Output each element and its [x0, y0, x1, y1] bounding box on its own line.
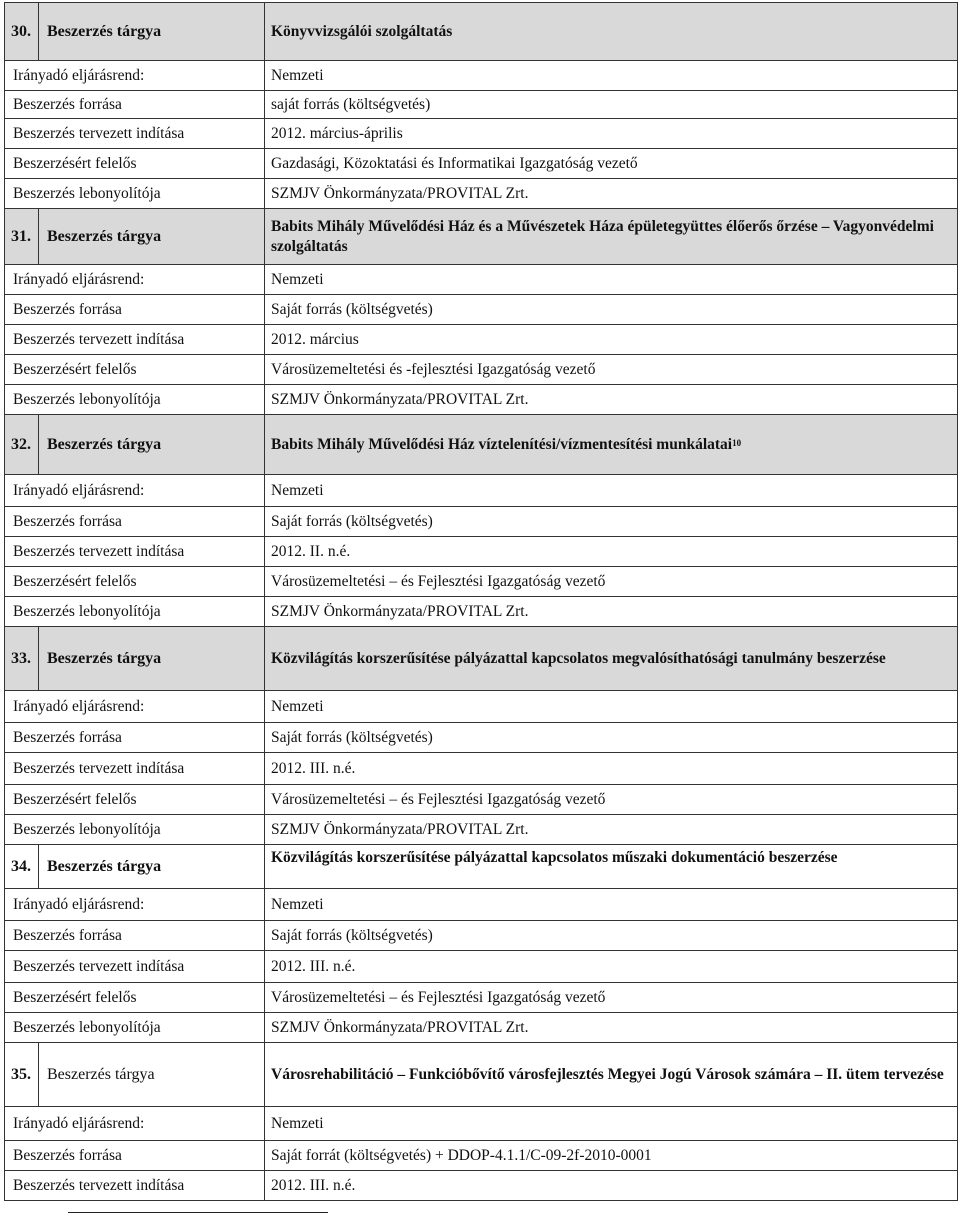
procurement-35-procedure-row	[5, 1107, 958, 1141]
procurement-33-subject-row	[5, 627, 958, 691]
procurement-30-executor-row	[5, 179, 958, 209]
procurement-33-start-row	[5, 753, 958, 785]
procurement-33-procedure-row	[5, 691, 958, 723]
procurement-33-executor-row	[5, 815, 958, 845]
start-value: 2012. III. n.é.	[265, 1171, 958, 1201]
subject-label: Beszerzés tárgya	[39, 1043, 265, 1107]
start-label: Beszerzés tervezett indítása	[5, 951, 265, 983]
subject-value: Könyvvizsgálói szolgáltatás	[265, 3, 958, 61]
subject-value: Közvilágítás korszerűsítése pályázattal kapcsolatos megvalósíthatósági tanulmány beszerzése	[265, 627, 958, 691]
subject-cell	[265, 415, 958, 475]
executor-value: SZMJV Önkormányzata/PROVITAL Zrt.	[265, 597, 958, 627]
responsible-label: Beszerzésért felelős	[5, 567, 265, 597]
procurement-32-source-row	[5, 507, 958, 537]
source-label: Beszerzés forrása	[5, 91, 265, 119]
procurement-number: 31.	[5, 209, 39, 265]
procedure-value: Nemzeti	[265, 475, 958, 507]
responsible-value: Városüzemeltetési – és Fejlesztési Igazgatóság vezető	[265, 785, 958, 815]
executor-value: SZMJV Önkormányzata/PROVITAL Zrt.	[265, 385, 958, 415]
procurement-34-start-row	[5, 951, 958, 983]
executor-label: Beszerzés lebonyolítója	[5, 179, 265, 209]
procurement-number: 34.	[5, 845, 39, 889]
start-value: 2012. III. n.é.	[265, 951, 958, 983]
procurement-number: 32.	[5, 415, 39, 475]
source-value: Saját forrás (költségvetés)	[265, 295, 958, 325]
procedure-label: Irányadó eljárásrend:	[5, 475, 265, 507]
procurement-31-responsible-row	[5, 355, 958, 385]
source-value: saját forrás (költségvetés)	[265, 91, 958, 119]
procurement-34-source-row	[5, 921, 958, 951]
procurement-35-start-row	[5, 1171, 958, 1201]
start-value: 2012. II. n.é.	[265, 537, 958, 567]
start-label: Beszerzés tervezett indítása	[5, 753, 265, 785]
procurement-31-subject-row	[5, 209, 958, 265]
executor-label: Beszerzés lebonyolítója	[5, 385, 265, 415]
procedure-value: Nemzeti	[265, 1107, 958, 1141]
responsible-label: Beszerzésért felelős	[5, 983, 265, 1013]
subject-value: Városrehabilitáció – Funkcióbővítő városfejlesztés Megyei Jogú Városok számára – II. ütem tervezése	[265, 1043, 958, 1107]
source-label: Beszerzés forrása	[5, 723, 265, 753]
responsible-value: Gazdasági, Közoktatási és Informatikai Igazgatóság vezető	[265, 149, 958, 179]
procurement-30-responsible-row	[5, 149, 958, 179]
procurement-31-source-row	[5, 295, 958, 325]
procurement-32-procedure-row	[5, 475, 958, 507]
subject-label: Beszerzés tárgya	[39, 627, 265, 691]
executor-label: Beszerzés lebonyolítója	[5, 815, 265, 845]
start-label: Beszerzés tervezett indítása	[5, 1171, 265, 1201]
source-value: Saját forrát (költségvetés) + DDOP-4.1.1/C-09-2f-2010-0001	[265, 1141, 958, 1171]
procurement-32-executor-row	[5, 597, 958, 627]
source-label: Beszerzés forrása	[5, 507, 265, 537]
source-label: Beszerzés forrása	[5, 295, 265, 325]
procurement-31-executor-row	[5, 385, 958, 415]
procurement-30-source-row	[5, 91, 958, 119]
procedure-value: Nemzeti	[265, 691, 958, 723]
subject-value: Közvilágítás korszerűsítése pályázattal kapcsolatos műszaki dokumentáció beszerzése	[265, 845, 958, 889]
source-value: Saját forrás (költségvetés)	[265, 921, 958, 951]
procurement-35-subject-row	[5, 1043, 958, 1107]
responsible-value: Városüzemeltetési – és Fejlesztési Igazgatóság vezető	[265, 983, 958, 1013]
start-label: Beszerzés tervezett indítása	[5, 119, 265, 149]
executor-value: SZMJV Önkormányzata/PROVITAL Zrt.	[265, 815, 958, 845]
procurement-35-source-row	[5, 1141, 958, 1171]
subject-label: Beszerzés tárgya	[39, 3, 265, 61]
start-label: Beszerzés tervezett indítása	[5, 325, 265, 355]
responsible-value: Városüzemeltetési – és Fejlesztési Igazgatóság vezető	[265, 567, 958, 597]
responsible-value: Városüzemeltetési és -fejlesztési Igazgatóság vezető	[265, 355, 958, 385]
procurement-number: 30.	[5, 3, 39, 61]
procurement-33-responsible-row	[5, 785, 958, 815]
start-label: Beszerzés tervezett indítása	[5, 537, 265, 567]
subject-value: Babits Mihály Művelődési Ház víztelenítési/vízmentesítési munkálatai	[271, 435, 733, 453]
procurement-34-subject-row	[5, 845, 958, 889]
executor-label: Beszerzés lebonyolítója	[5, 1013, 265, 1043]
start-value: 2012. március	[265, 325, 958, 355]
responsible-label: Beszerzésért felelős	[5, 355, 265, 385]
procurement-33-source-row	[5, 723, 958, 753]
procurement-34-responsible-row	[5, 983, 958, 1013]
subject-label: Beszerzés tárgya	[39, 209, 265, 265]
source-label: Beszerzés forrása	[5, 1141, 265, 1171]
footnote-separator	[68, 1212, 328, 1213]
source-label: Beszerzés forrása	[5, 921, 265, 951]
start-value: 2012. III. n.é.	[265, 753, 958, 785]
procurement-30-start-row	[5, 119, 958, 149]
procedure-label: Irányadó eljárásrend:	[5, 265, 265, 295]
responsible-label: Beszerzésért felelős	[5, 149, 265, 179]
procurement-34-procedure-row	[5, 889, 958, 921]
procedure-label: Irányadó eljárásrend:	[5, 889, 265, 921]
procedure-label: Irányadó eljárásrend:	[5, 691, 265, 723]
procedure-value: Nemzeti	[265, 889, 958, 921]
subject-value: Babits Mihály Művelődési Ház és a Művészetek Háza épületegyüttes élőerős őrzése – Vagyonvédelmi szolgáltatás	[265, 209, 958, 265]
responsible-label: Beszerzésért felelős	[5, 785, 265, 815]
procurement-30-procedure-row	[5, 61, 958, 91]
source-value: Saját forrás (költségvetés)	[265, 723, 958, 753]
subject-label: Beszerzés tárgya	[39, 415, 265, 475]
source-value: Saját forrás (költségvetés)	[265, 507, 958, 537]
executor-value: SZMJV Önkormányzata/PROVITAL Zrt.	[265, 1013, 958, 1043]
procedure-value: Nemzeti	[265, 265, 958, 295]
procurement-34-executor-row	[5, 1013, 958, 1043]
procurement-32-start-row	[5, 537, 958, 567]
procurement-30-subject-row	[5, 3, 958, 61]
procedure-label: Irányadó eljárásrend:	[5, 61, 265, 91]
procurement-table	[4, 2, 958, 1201]
footnote-reference[interactable]: 10	[732, 437, 742, 448]
procurement-document	[4, 2, 957, 1201]
procedure-label: Irányadó eljárásrend:	[5, 1107, 265, 1141]
procedure-value: Nemzeti	[265, 61, 958, 91]
procurement-32-responsible-row	[5, 567, 958, 597]
procurement-number: 35.	[5, 1043, 39, 1107]
procurement-number: 33.	[5, 627, 39, 691]
procurement-32-subject-row	[5, 415, 958, 475]
procurement-31-procedure-row	[5, 265, 958, 295]
procurement-31-start-row	[5, 325, 958, 355]
subject-label: Beszerzés tárgya	[39, 845, 265, 889]
executor-value: SZMJV Önkormányzata/PROVITAL Zrt.	[265, 179, 958, 209]
executor-label: Beszerzés lebonyolítója	[5, 597, 265, 627]
start-value: 2012. március-április	[265, 119, 958, 149]
